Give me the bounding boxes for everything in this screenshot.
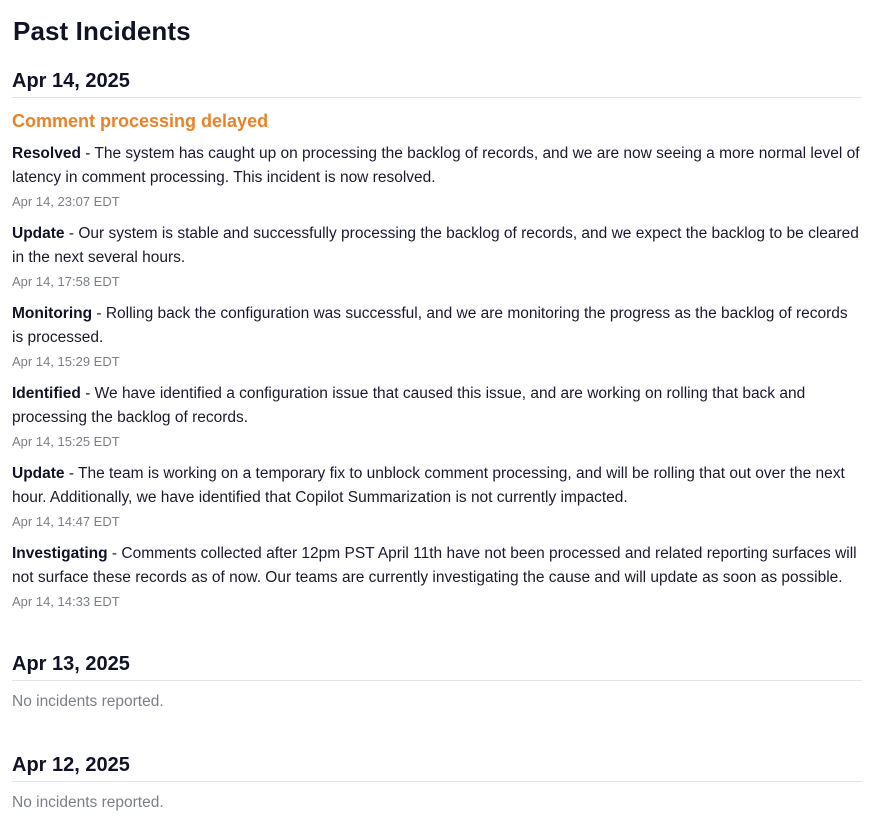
update-timestamp: Apr 14, 14:47 EDT	[12, 514, 120, 529]
update-text: - The system has caught up on processing the backlog of records, and we are now seeing a more normal level of latency in comment processing. This incident is now resolved.	[12, 145, 860, 186]
update-text: - Our system is stable and successfully processing the backlog of records, and we expect the backlog to be cleared in the next several hours.	[12, 225, 859, 266]
day-date-header: Apr 13, 2025	[12, 649, 862, 681]
update-timestamp: Apr 14, 14:33 EDT	[12, 594, 120, 609]
update-status: Update	[12, 225, 65, 242]
update-text: - Rolling back the configuration was successful, and we are monitoring the progress as the backlog of records is processed.	[12, 305, 848, 346]
incident-update	[12, 222, 862, 292]
incident-title-link[interactable]: Comment processing delayed	[12, 111, 269, 131]
incident-update	[12, 462, 862, 532]
update-status: Monitoring	[12, 305, 93, 322]
update-timestamp: Apr 14, 17:58 EDT	[12, 274, 120, 289]
update-status: Resolved	[12, 145, 81, 162]
no-incidents-message: No incidents reported.	[12, 794, 164, 811]
incident-update	[12, 302, 862, 372]
incident-update	[12, 542, 862, 612]
update-timestamp: Apr 14, 23:07 EDT	[12, 194, 120, 209]
page-title: Past Incidents	[13, 16, 191, 46]
update-text: - Comments collected after 12pm PST April 11th have not been processed and related reporting surfaces will not surface these records as of now. Our teams are currently investigating the cause and will update as soon as possible.	[12, 545, 857, 586]
update-timestamp: Apr 14, 15:25 EDT	[12, 434, 120, 449]
day-section-apr-13	[12, 649, 862, 713]
day-section-apr-12	[12, 750, 862, 814]
update-text: - We have identified a configuration issue that caused this issue, and are working on rolling that back and processing the backlog of records.	[12, 385, 806, 426]
update-text: - The team is working on a temporary fix to unblock comment processing, and will be rolling that out over the next hour. Additionally, we have identified that Copilot Summarization is not currently impacted.	[12, 465, 845, 506]
no-incidents-message: No incidents reported.	[12, 693, 164, 710]
day-date-header: Apr 12, 2025	[12, 750, 862, 782]
update-status: Investigating	[12, 545, 108, 562]
day-section-apr-14	[12, 66, 862, 612]
update-status: Update	[12, 465, 65, 482]
incident-update	[12, 142, 862, 212]
incident-update	[12, 382, 862, 452]
incident-updates-list	[12, 142, 862, 612]
day-date-header: Apr 14, 2025	[12, 66, 862, 98]
update-timestamp: Apr 14, 15:29 EDT	[12, 354, 120, 369]
update-status: Identified	[12, 385, 81, 402]
